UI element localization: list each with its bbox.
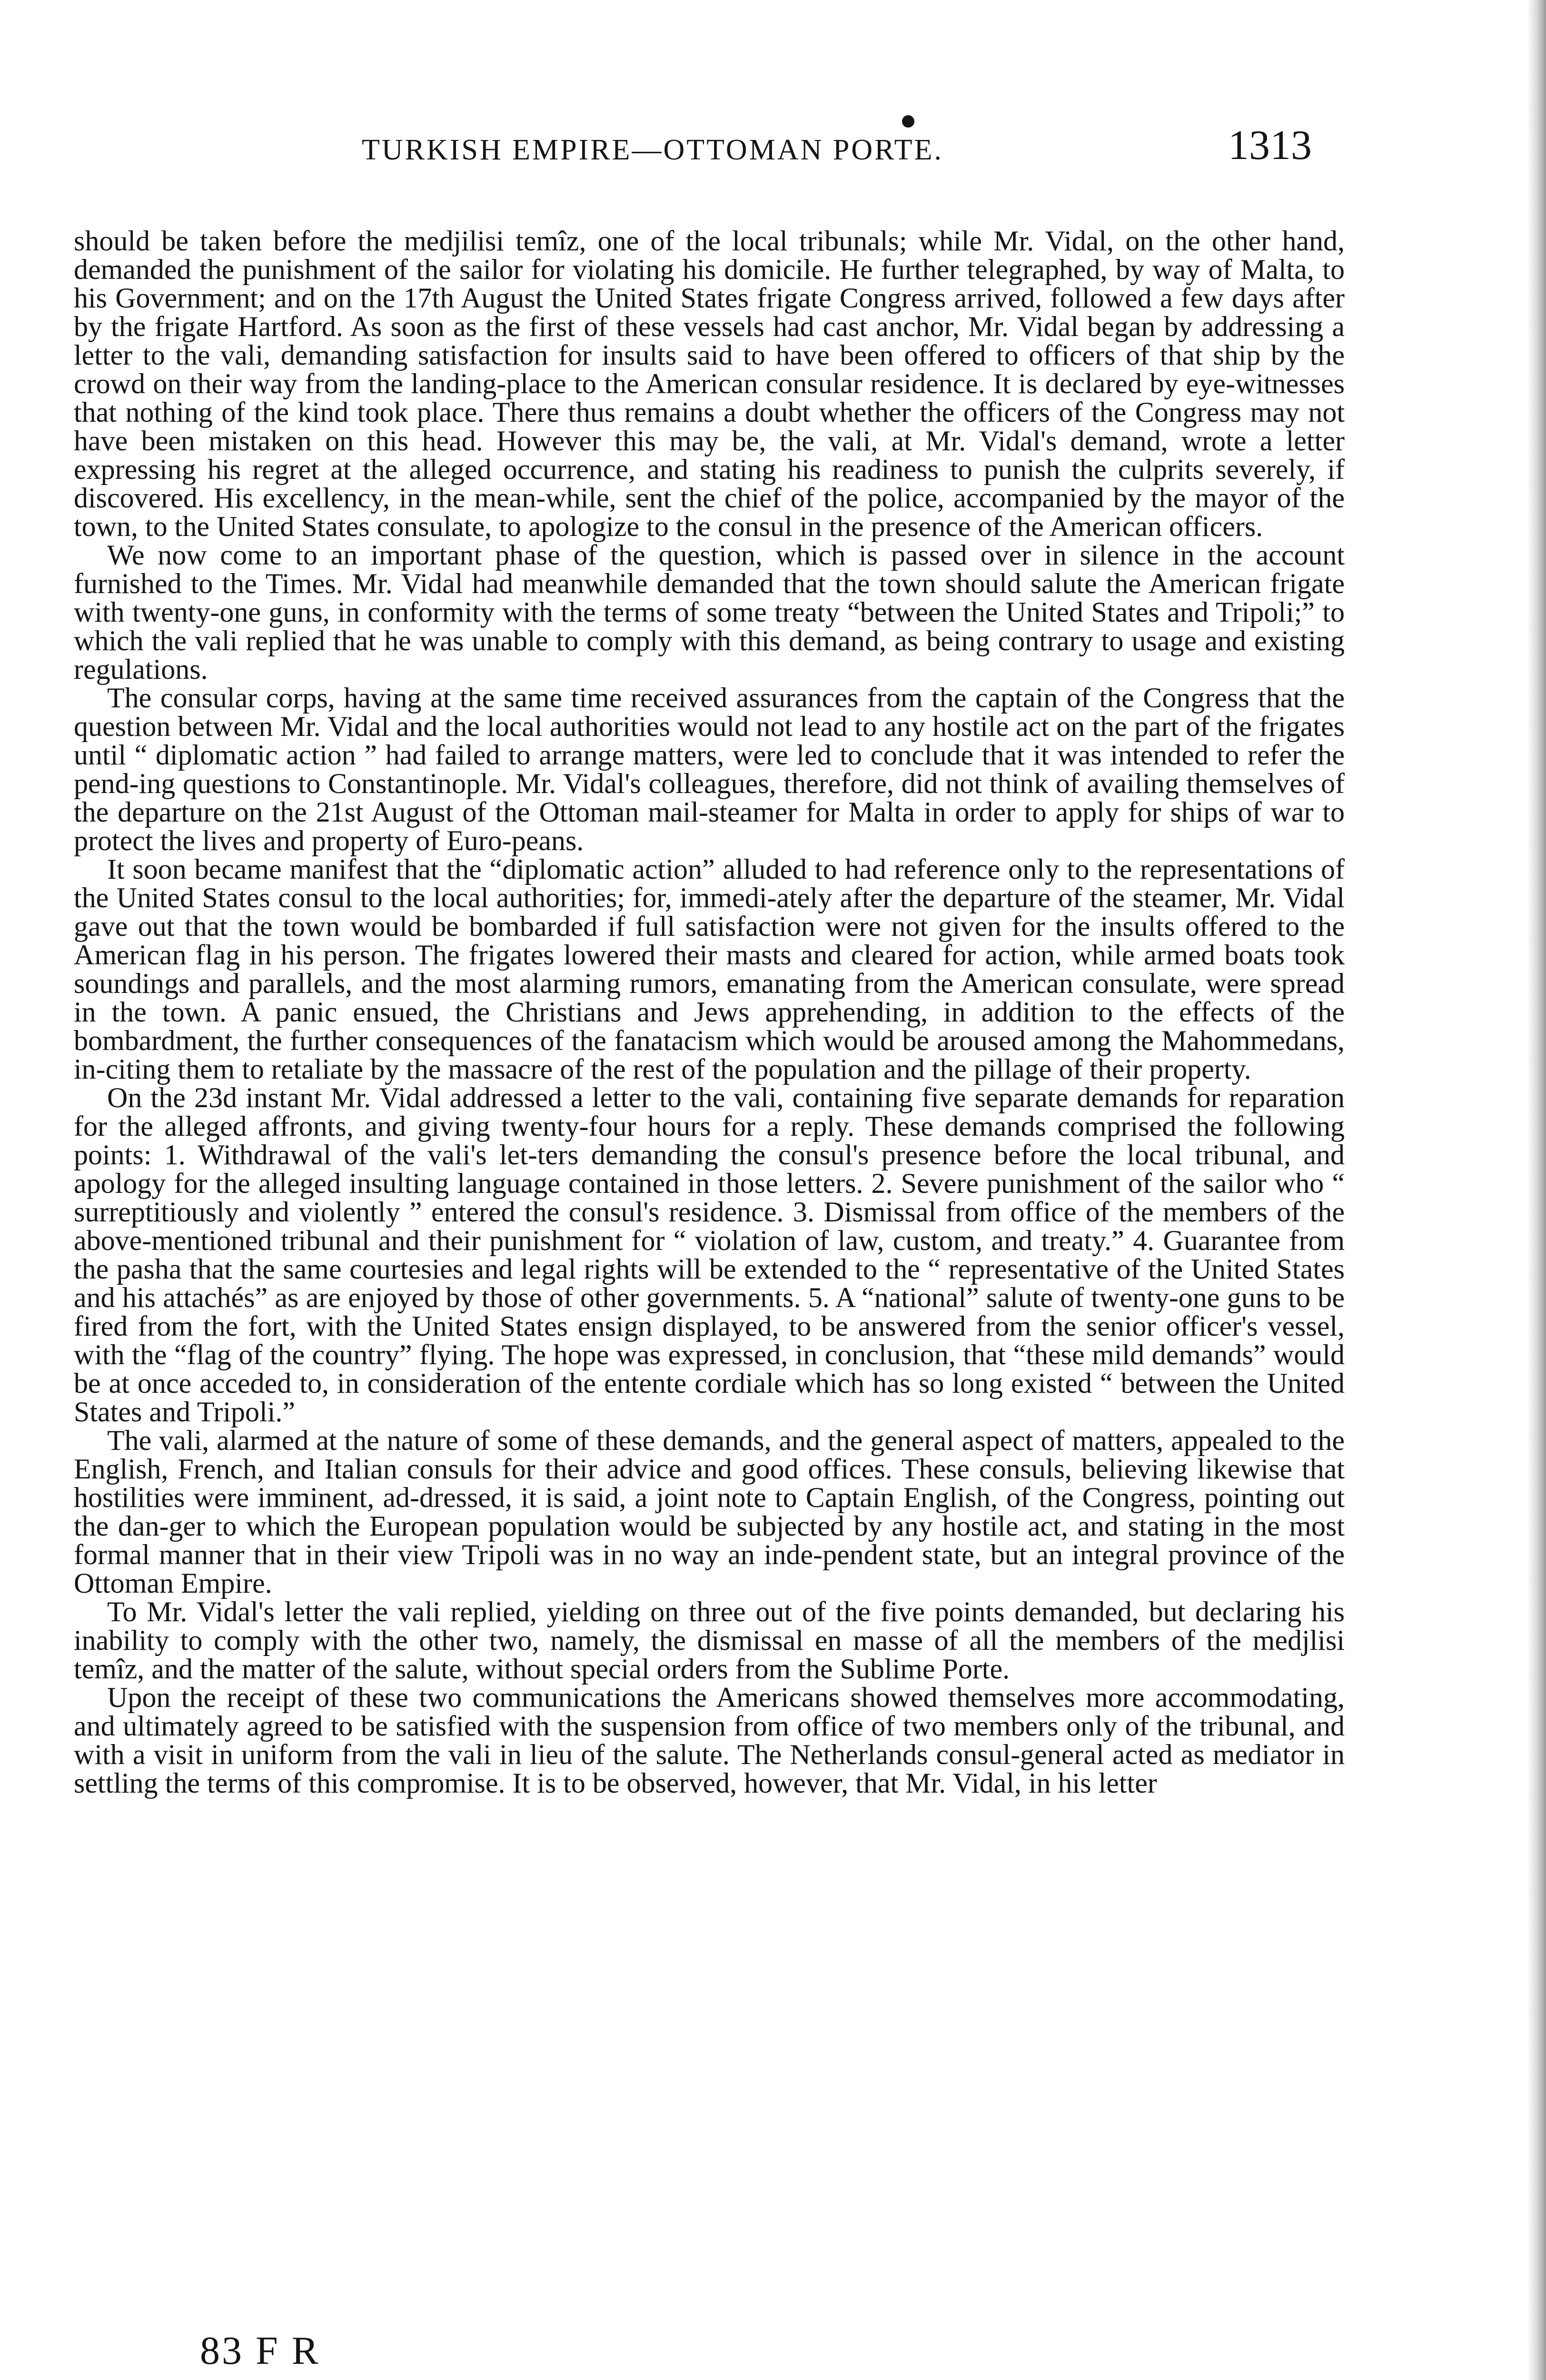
paragraph: Upon the receipt of these two communications the Americans showed themselves more accommodating, and ultimately agreed to be satisfied with the suspension from office of two members only of the tribunal, and with a visit in uniform from the vali in lieu of the salute. The Netherlands consul-general acted as mediator in settling the terms of this compromise. It is to be observed, however, that Mr. Vidal, in his letter: [74, 1682, 1345, 1799]
paragraph: It soon became manifest that the “diplomatic action” alluded to had reference only to the representations of the United States consul to the local authorities; for, immedi-ately after the departure of the steamer, Mr. Vidal gave out that the town would be bombarded if full satisfaction were not given for the insults offered to the American flag in his person. The frigates lowered their masts and cleared for action, while armed boats took soundings and parallels, and the most alarming rumors, emanating from the American consulate, were spread in the town. A panic ensued, the Christians and Jews apprehending, in addition to the effects of the bombardment, the further consequences of the fanatacism which would be aroused among the Mahommedans, in-citing them to retaliate by the massacre of the rest of the population and the pillage of their property.: [74, 853, 1345, 1085]
paragraph: On the 23d instant Mr. Vidal addressed a letter to the vali, containing five separate demands for reparation for the alleged affronts, and giving twenty-four hours for a reply. These demands comprised the following points: 1. Withdrawal of the vali's let-ters demanding the consul's presence before the local tribunal, and apology for the alleged insulting language contained in those letters. 2. Severe punishment of the sailor who “ surreptitiously and violently ” entered the consul's residence. 3. Dismissal from office of the members of the above-mentioned tribunal and their punishment for “ violation of law, custom, and treaty.” 4. Guarantee from the pasha that the same courtesies and legal rights will be extended to the “ representative of the United States and his attachés” as are enjoyed by those of other governments. 5. A “national” salute of twenty-one guns to be fired from the fort, with the United States ensign displayed, to be answered from the senior officer's vessel, with the “flag of the country” flying. The hope was expressed, in conclusion, that “these mild demands” would be at once acceded to, in consideration of the entente cordiale which has so long existed “ between the United States and Tripoli.”: [74, 1082, 1345, 1428]
paragraph: To Mr. Vidal's letter the vali replied, yielding on three out of the five points demanded, but declaring his inability to comply with the other two, namely, the dismissal en masse of all the members of the medjlisi temîz, and the matter of the salute, without special orders from the Sublime Porte.: [74, 1596, 1345, 1685]
paragraph: We now come to an important phase of the question, which is passed over in silence in the account furnished to the Times. Mr. Vidal had meanwhile demanded that the town should salute the American frigate with twenty-one guns, in conformity with the terms of some treaty “between the United States and Tripoli;” to which the vali replied that he was unable to comply with this demand, as being contrary to usage and existing regulations.: [74, 539, 1345, 685]
paragraph: should be taken before the medjilisi temîz, one of the local tribunals; while Mr. Vidal, on the other hand, demanded the punishment of the sailor for violating his domicile. He further telegraphed, by way of Malta, to his Government; and on the 17th August the United States frigate Congress arrived, followed a few days after by the frigate Hartford. As soon as the first of these vessels had cast anchor, Mr. Vidal began by addressing a letter to the vali, demanding satisfaction for insults said to have been offered to officers of that ship by the crowd on their way from the landing-place to the American consular residence. It is declared by eye-witnesses that nothing of the kind took place. There thus remains a doubt whether the officers of the Congress may not have been mistaken on this head. However this may be, the vali, at Mr. Vidal's demand, wrote a letter expressing his regret at the alleged occurrence, and stating his readiness to punish the culprits severely, if discovered. His excellency, in the mean-while, sent the chief of the police, accompanied by the mayor of the town, to the United States consulate, to apologize to the consul in the presence of the American officers.: [74, 225, 1345, 542]
paragraph: The vali, alarmed at the nature of some of these demands, and the general aspect of matters, appealed to the English, French, and Italian consuls for their advice and good offices. These consuls, believing likewise that hostilities were imminent, ad-dressed, it is said, a joint note to Captain English, of the Congress, pointing out the dan-ger to which the European population would be subjected by any hostile act, and stating in the most formal manner that in their view Tripoli was in no way an inde-pendent state, but an integral province of the Ottoman Empire.: [74, 1425, 1345, 1599]
signature-mark: 83 F R: [200, 2329, 320, 2373]
running-head: TURKISH EMPIRE—OTTOMAN PORTE.: [362, 134, 944, 166]
page-edge-shadow: [1527, 0, 1546, 2380]
body-text: [74, 227, 1345, 1797]
ink-dot: [902, 115, 914, 128]
page-number: 1313: [1228, 122, 1312, 169]
paragraph: The consular corps, having at the same time received assurances from the captain of the Congress that the question between Mr. Vidal and the local authorities would not lead to any hostile act on the part of the frigates until “ diplomatic action ” had failed to arrange matters, were led to conclude that it was intended to refer the pend-ing questions to Constantinople. Mr. Vidal's colleagues, therefore, did not think of availing themselves of the departure on the 21st August of the Ottoman mail-steamer for Malta in order to apply for ships of war to protect the lives and property of Euro-peans.: [74, 682, 1345, 856]
